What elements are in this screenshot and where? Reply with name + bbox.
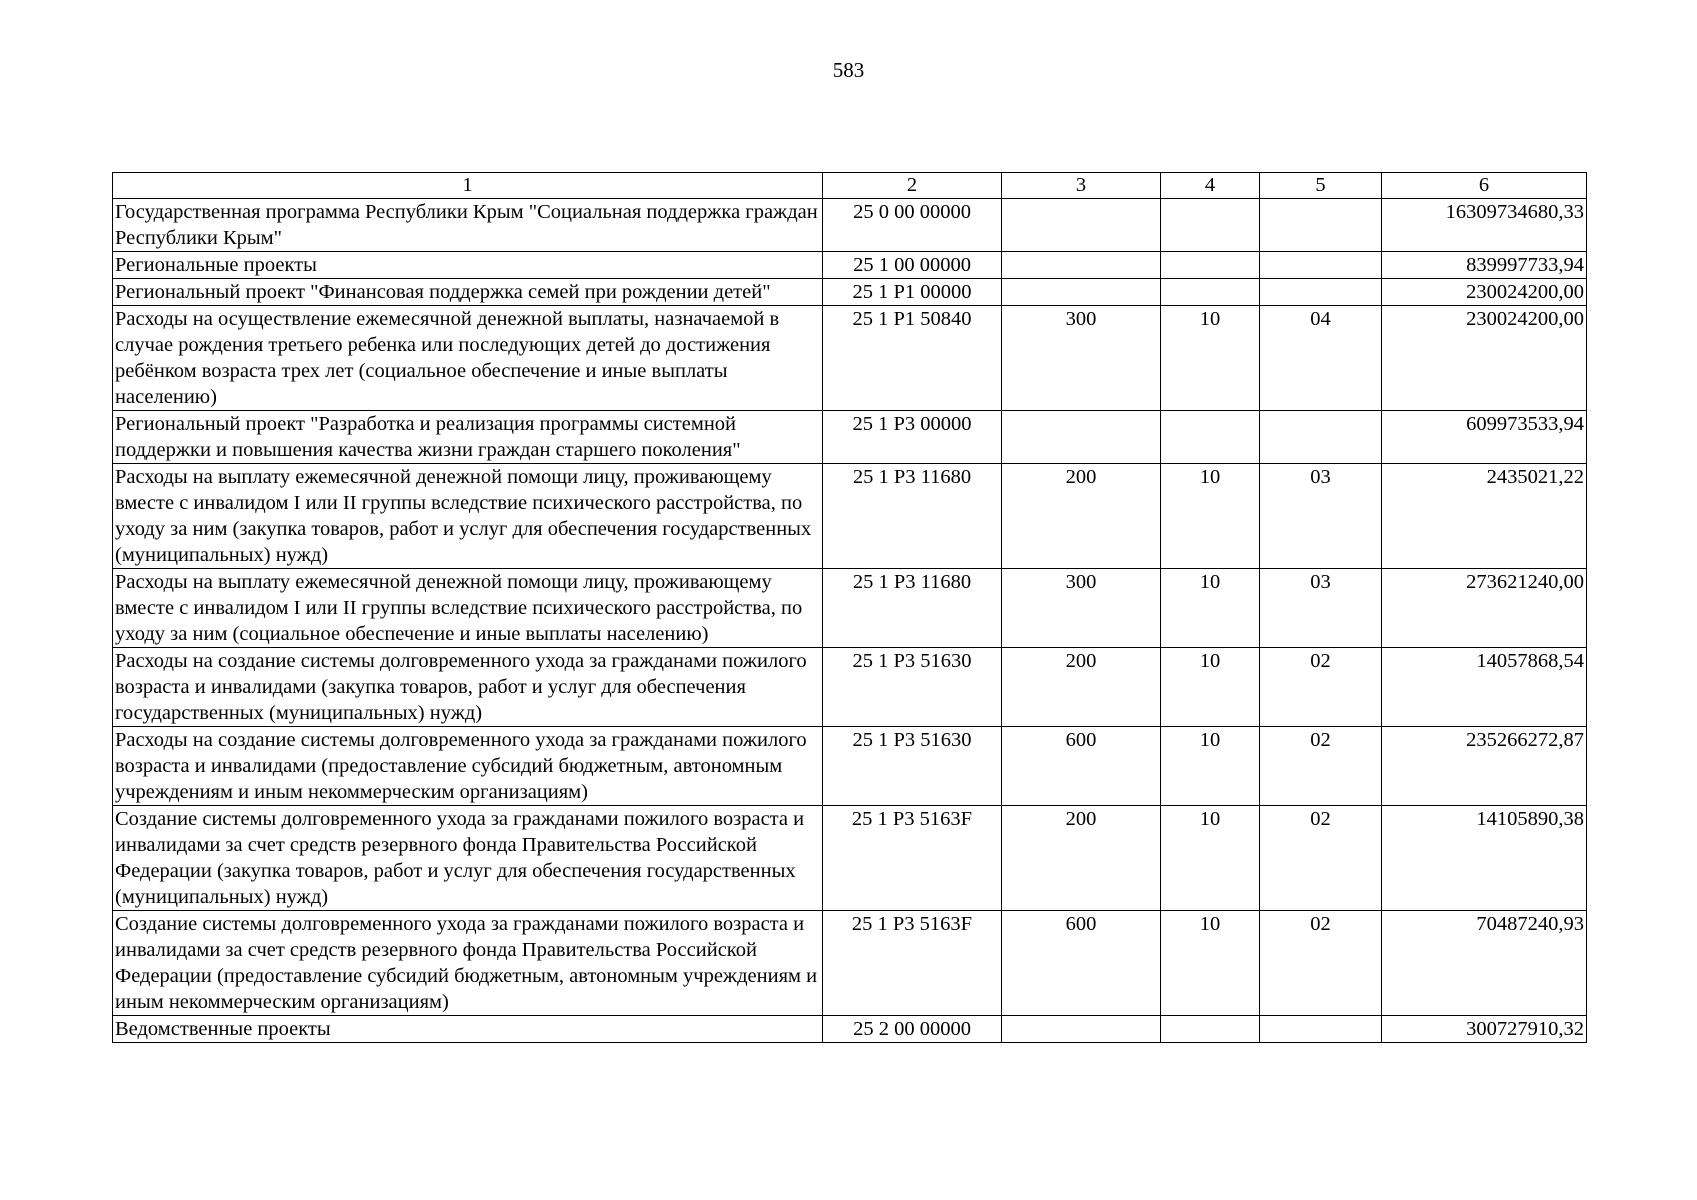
row-code: 25 1 Р1 00000 [823, 279, 1002, 306]
row-name: Расходы на создание системы долговременного ухода за гражданами пожилого возраста и инвалидами (закупка товаров, работ и услуг для обеспечения государственных (муниципальных) нужд) [113, 648, 823, 727]
row-expense-type: 300 [1002, 569, 1161, 648]
row-name: Расходы на осуществление ежемесячной денежной выплаты, назначаемой в случае рождения третьего ребенка или последующих детей до достижения ребёнком возраста трех лет (социальное обеспечение и иные выплаты населению) [113, 306, 823, 411]
row-section: 10 [1161, 569, 1260, 648]
row-section: 10 [1161, 306, 1260, 411]
row-amount: 230024200,00 [1382, 306, 1587, 411]
row-expense-type: 300 [1002, 306, 1161, 411]
table-row [113, 911, 1587, 1016]
row-amount: 70487240,93 [1382, 911, 1587, 1016]
row-amount: 16309734680,33 [1382, 199, 1587, 252]
row-code: 25 1 Р3 11680 [823, 569, 1002, 648]
row-subsection: 04 [1260, 306, 1382, 411]
row-code: 25 1 Р1 50840 [823, 306, 1002, 411]
row-name: Создание системы долговременного ухода за гражданами пожилого возраста и инвалидами за счет средств резервного фонда Правительства Российской Федерации (предоставление субсидий бюджетным, автономным учреждениям и иным некоммерческим организациям) [113, 911, 823, 1016]
row-amount: 14057868,54 [1382, 648, 1587, 727]
row-subsection [1260, 252, 1382, 279]
row-section [1161, 199, 1260, 252]
row-subsection: 02 [1260, 806, 1382, 911]
table-row [113, 727, 1587, 806]
row-section [1161, 252, 1260, 279]
row-section [1161, 411, 1260, 464]
row-code: 25 0 00 00000 [823, 199, 1002, 252]
row-code: 25 1 Р3 11680 [823, 464, 1002, 569]
row-amount: 230024200,00 [1382, 279, 1587, 306]
row-amount: 273621240,00 [1382, 569, 1587, 648]
row-name: Региональный проект "Разработка и реализация программы системной поддержки и повышения качества жизни граждан старшего поколения" [113, 411, 823, 464]
row-name: Расходы на выплату ежемесячной денежной помощи лицу, проживающему вместе с инвалидом I или II группы вследствие психического расстройства, по уходу за ним (закупка товаров, работ и услуг для обеспечения государственных (муниципальных) нужд) [113, 464, 823, 569]
table-row [113, 252, 1587, 279]
column-header-4: 4 [1161, 173, 1260, 199]
table-row [113, 569, 1587, 648]
row-expense-type [1002, 199, 1161, 252]
row-name: Расходы на создание системы долговременного ухода за гражданами пожилого возраста и инвалидами (предоставление субсидий бюджетным, автономным учреждениям и иным некоммерческим организациям) [113, 727, 823, 806]
row-amount: 300727910,32 [1382, 1016, 1587, 1043]
row-subsection: 03 [1260, 569, 1382, 648]
table-row [113, 279, 1587, 306]
row-subsection [1260, 411, 1382, 464]
row-amount: 235266272,87 [1382, 727, 1587, 806]
row-expense-type: 200 [1002, 806, 1161, 911]
row-name: Региональный проект "Финансовая поддержка семей при рождении детей" [113, 279, 823, 306]
row-code: 25 1 Р3 5163F [823, 911, 1002, 1016]
row-subsection: 02 [1260, 727, 1382, 806]
table-header-row [113, 173, 1587, 199]
row-subsection [1260, 1016, 1382, 1043]
row-subsection: 02 [1260, 911, 1382, 1016]
row-code: 25 1 Р3 51630 [823, 648, 1002, 727]
table-row [113, 411, 1587, 464]
column-header-5: 5 [1260, 173, 1382, 199]
row-expense-type: 200 [1002, 648, 1161, 727]
table-row [113, 648, 1587, 727]
row-expense-type: 600 [1002, 911, 1161, 1016]
row-section [1161, 279, 1260, 306]
row-expense-type [1002, 411, 1161, 464]
row-name: Создание системы долговременного ухода за гражданами пожилого возраста и инвалидами за счет средств резервного фонда Правительства Российской Федерации (закупка товаров, работ и услуг для обеспечения государственных (муниципальных) нужд) [113, 806, 823, 911]
column-header-6: 6 [1382, 173, 1587, 199]
row-amount: 839997733,94 [1382, 252, 1587, 279]
column-header-1: 1 [113, 173, 823, 199]
row-code: 25 2 00 00000 [823, 1016, 1002, 1043]
row-name: Ведомственные проекты [113, 1016, 823, 1043]
row-code: 25 1 Р3 5163F [823, 806, 1002, 911]
table-row [113, 199, 1587, 252]
row-section: 10 [1161, 806, 1260, 911]
table-row [113, 806, 1587, 911]
row-name: Государственная программа Республики Крым "Социальная поддержка граждан Республики Крым" [113, 199, 823, 252]
row-code: 25 1 00 00000 [823, 252, 1002, 279]
row-subsection: 03 [1260, 464, 1382, 569]
row-subsection: 02 [1260, 648, 1382, 727]
page-number: 583 [832, 58, 865, 82]
row-amount: 2435021,22 [1382, 464, 1587, 569]
column-header-2: 2 [823, 173, 1002, 199]
row-amount: 14105890,38 [1382, 806, 1587, 911]
row-code: 25 1 Р3 51630 [823, 727, 1002, 806]
table-row [113, 1016, 1587, 1043]
row-expense-type [1002, 1016, 1161, 1043]
column-header-3: 3 [1002, 173, 1161, 199]
row-expense-type [1002, 279, 1161, 306]
row-subsection [1260, 279, 1382, 306]
row-amount: 609973533,94 [1382, 411, 1587, 464]
budget-table [112, 172, 1587, 1043]
row-expense-type: 200 [1002, 464, 1161, 569]
row-section [1161, 1016, 1260, 1043]
table-body [113, 199, 1587, 1043]
row-section: 10 [1161, 727, 1260, 806]
row-subsection [1260, 199, 1382, 252]
row-section: 10 [1161, 911, 1260, 1016]
row-section: 10 [1161, 648, 1260, 727]
row-expense-type: 600 [1002, 727, 1161, 806]
row-expense-type [1002, 252, 1161, 279]
row-section: 10 [1161, 464, 1260, 569]
row-name: Расходы на выплату ежемесячной денежной помощи лицу, проживающему вместе с инвалидом I или II группы вследствие психического расстройства, по уходу за ним (социальное обеспечение и иные выплаты населению) [113, 569, 823, 648]
table-row [113, 464, 1587, 569]
table-row [113, 306, 1587, 411]
row-name: Региональные проекты [113, 252, 823, 279]
row-code: 25 1 Р3 00000 [823, 411, 1002, 464]
